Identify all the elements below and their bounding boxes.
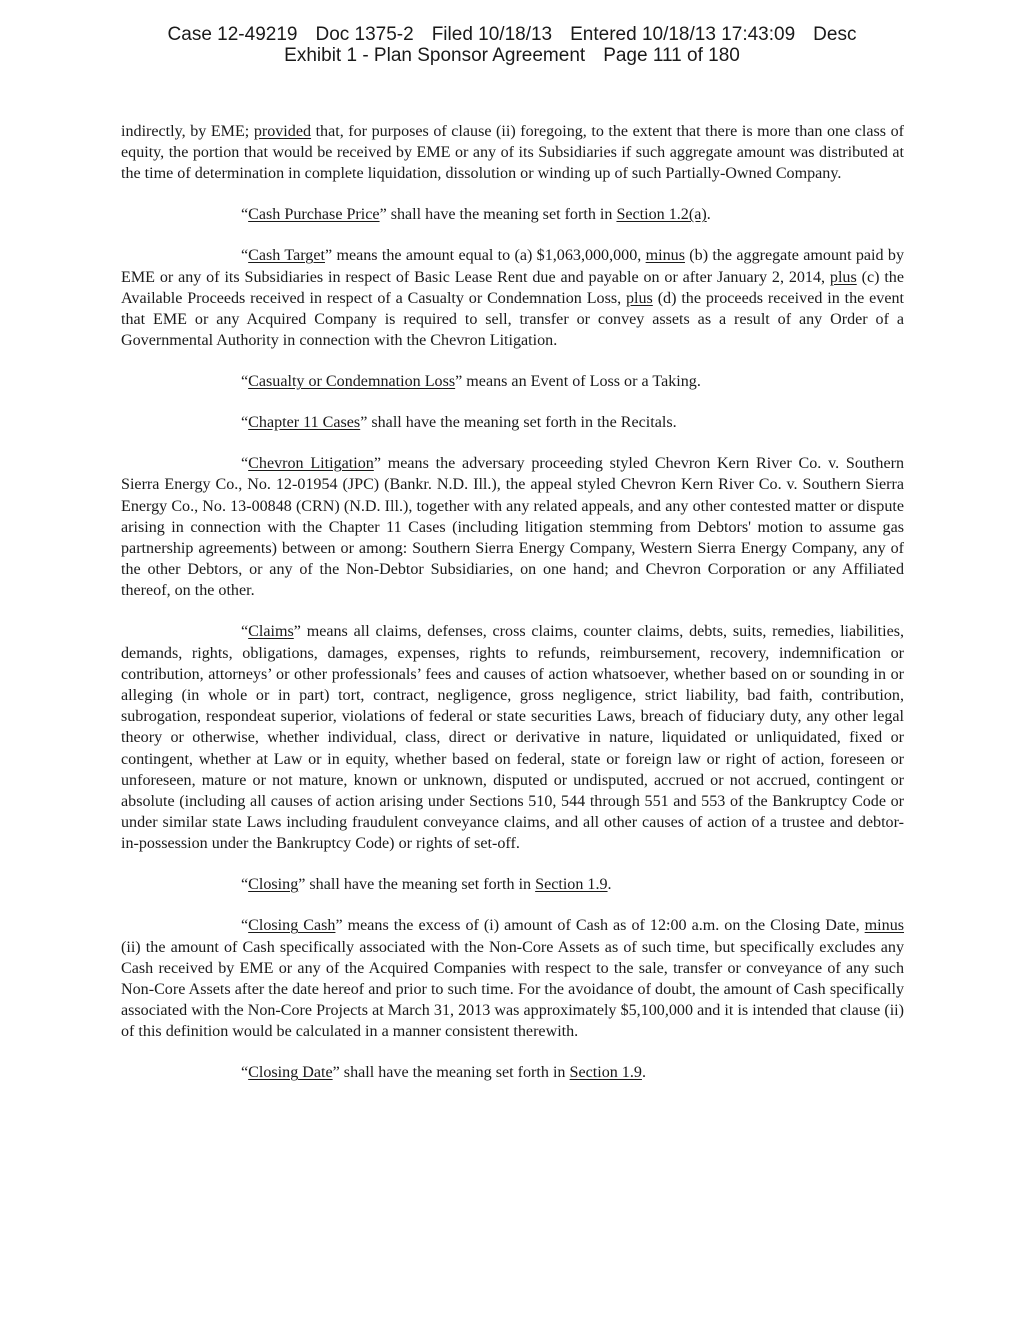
underlined-word: minus (645, 247, 685, 265)
text-run: (ii) the amount of Cash specifically associated with the Non-Core Assets as of such time, but specifically excludes any Cash received by EME or any of the Acquired Companies with respect to the sale, transfer or conveyance of any such Non-Core Assets after the date hereof and prior to such time. For the avoidance of doubt, the amount of Cash specifically associated with the Non-Core Projects at March 31, 2013 was approximately $5,100,000 and it is intended that clause (ii) of this definition would be calculated in a manner consistent therewith. (121, 938, 904, 1041)
paragraph-continuation (121, 121, 904, 185)
quote-mark: “ (241, 623, 249, 641)
text-run: ” means the excess of (i) amount of Cash as of 12:00 a.m. on the Closing Date, (335, 917, 865, 935)
quote-mark: “ (241, 876, 249, 894)
text-run: ” means the adversary proceeding styled Chevron Kern River Co. v. Southern Sierra Energy Co., No. 12-01954 (JPC) (Bankr. N.D. Ill.), the appeal styled Chevron Kern River Co. v. Southern Sierra Energy Co., No. 13-00848 (CRN) (N.D. Ill.), together with any related appeals, and any other contested matter or dispute arising in connection with the Chapter 11 Cases (including litigation stemming from Debtors' motion to assume gas partnership agreements) between or among: Southern Sierra Energy Company, Western Sierra Energy Company, any of the other Debtors, or any of the Non-Debtor Subsidiaries, on one hand; and Chevron Corporation or any Affiliated thereof, on the other. (121, 455, 904, 600)
defined-term: Chapter 11 Cases (248, 414, 361, 432)
text-run: ” means the amount equal to (a) $1,063,000,000, (324, 247, 646, 265)
text-run: . (607, 876, 612, 894)
underlined-word: minus (864, 917, 905, 935)
doc-number: Doc 1375-2 (315, 24, 414, 45)
quote-mark: “ (241, 206, 249, 224)
defined-term: Cash Purchase Price (248, 206, 380, 224)
definition-closing-date (121, 1062, 904, 1083)
definition-closing-cash (121, 915, 904, 1042)
definition-casualty-or-condemnation-loss (121, 371, 904, 392)
exhibit-title: Exhibit 1 - Plan Sponsor Agreement (284, 45, 586, 66)
text-run: (c) the Available Proceeds received in respect of a Casualty or Condemnation Loss, (121, 268, 904, 307)
quote-mark: “ (241, 455, 249, 473)
document-body (121, 121, 904, 1103)
text-run: . (641, 1064, 646, 1082)
case-number: Case 12-49219 (167, 24, 298, 45)
desc-label: Desc (813, 24, 857, 45)
definition-closing (121, 874, 904, 895)
entered-date: Entered 10/18/13 17:43:09 (570, 24, 796, 45)
text-run: ” shall have the meaning set forth in the Recitals. (360, 414, 677, 432)
defined-term: Chevron Litigation (248, 455, 374, 473)
filed-date: Filed 10/18/13 (431, 24, 553, 45)
court-filing-header (0, 24, 1024, 66)
quote-mark: “ (241, 373, 249, 391)
definition-claims (121, 621, 904, 854)
text-run: (b) the aggregate amount paid by EME or any of its Subsidiaries in respect of Basic Lease Rent due and payable on or after January 2, 2014, (121, 247, 904, 286)
section-reference: Section 1.9 (535, 876, 608, 894)
header-line-2 (0, 45, 1024, 66)
definition-cash-target (121, 245, 904, 351)
defined-term: Closing Date (248, 1064, 333, 1082)
text-run: . (706, 206, 711, 224)
quote-mark: “ (241, 247, 249, 265)
text-run: ” means all claims, defenses, cross claims, counter claims, debts, suits, remedies, liabilities, demands, rights, obligations, damages, expenses, rights to refunds, reimbursement, recovery, indemnification or contribution, attorneys’ or other professionals’ fees and causes of action whatsoever, whether based on or sounding in or alleging (in whole or in part) tort, contract, negligence, gross negligence, strict liability, bad faith, contribution, subrogation, respondeat superior, violations of federal or state securities Laws, breach of fiduciary duty, any other legal theory or otherwise, whether individual, class, direct or derivative in nature, liquidated or unliquidated, fixed or contingent, whether at Law or in equity, whether based on federal, state or foreign law or right of action, foreseen or unforeseen, mature or not mature, known or unknown, disputed or undisputed, accrued or not accrued, contingent or absolute (including all causes of action arising under Sections 510, 544 through 551 and 553 of the Bankruptcy Code or under similar state Laws including fraudulent conveyance claims, and all other causes of action of a trustee and debtor-in-possession under the Bankruptcy Code) or rights of set-off. (121, 623, 904, 853)
page-number: Page 111 of 180 (603, 45, 740, 66)
definition-chapter-11-cases (121, 412, 904, 433)
text-run: ” means an Event of Loss or a Taking. (455, 373, 701, 391)
section-reference: Section 1.9 (569, 1064, 642, 1082)
section-reference: Section 1.2(a) (616, 206, 707, 224)
defined-term: Closing (248, 876, 299, 894)
text-run: that, for purposes of clause (ii) foregoing, to the extent that there is more than one class of equity, the portion that would be received by EME or any of its Subsidiaries if such aggregate amount was distributed at the time of determination in complete liquidation, dissolution or winding up of such Partially-Owned Company. (121, 123, 904, 183)
defined-term: Claims (248, 623, 294, 641)
defined-term: Casualty or Condemnation Loss (248, 373, 456, 391)
text-run: indirectly, by EME; (121, 123, 254, 140)
quote-mark: “ (241, 1064, 249, 1082)
underlined-word: plus (829, 268, 857, 286)
definition-chevron-litigation (121, 453, 904, 601)
definition-cash-purchase-price (121, 204, 904, 225)
text-run: ” shall have the meaning set forth in (298, 876, 536, 894)
quote-mark: “ (241, 414, 249, 432)
defined-term: Closing Cash (248, 917, 336, 935)
underlined-word: provided (253, 123, 312, 140)
underlined-word: plus (625, 289, 653, 307)
defined-term: Cash Target (248, 247, 325, 265)
text-run: ” shall have the meaning set forth in (332, 1064, 570, 1082)
text-run: (d) the proceeds received in the event that EME or any Acquired Company is required to sell, transfer or convey assets as a result of any Order of a Governmental Authority in connection with the Chevron Litigation. (121, 289, 904, 350)
quote-mark: “ (241, 917, 249, 935)
text-run: ” shall have the meaning set forth in (379, 206, 617, 224)
header-line-1 (0, 24, 1024, 45)
